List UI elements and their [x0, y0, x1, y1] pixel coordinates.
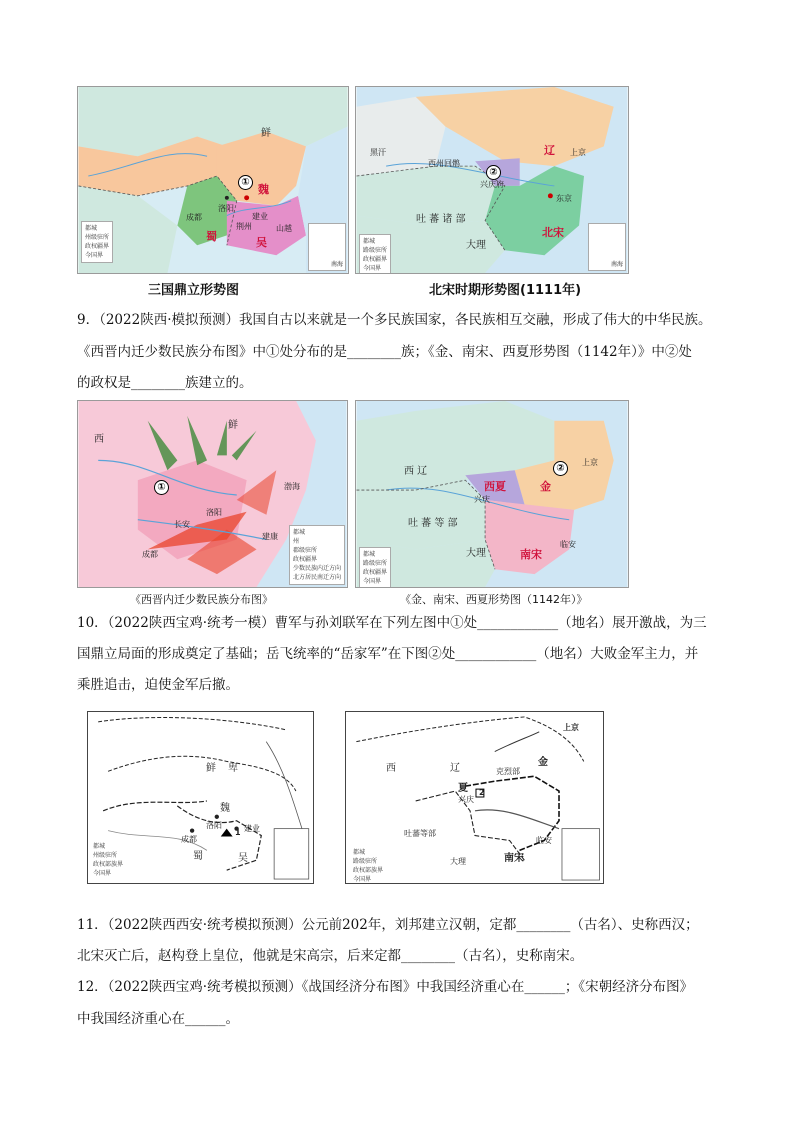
map6-label-jin: 金	[538, 757, 548, 768]
map6-label-marker-2: 2	[479, 788, 485, 797]
map6-label-dali: 大理	[450, 857, 466, 866]
map1-label-shanyue: 山越	[276, 224, 292, 233]
map1-label-jingzhou: 荆州	[236, 222, 252, 231]
map4-marker-2: ②	[553, 461, 568, 476]
map6-label-xia: 夏	[458, 783, 468, 794]
map3-marker-1: ①	[154, 480, 169, 495]
map2-label-beisong: 北宋	[542, 226, 564, 239]
map3-label-chengdu: 成都	[142, 550, 158, 559]
map4-legend-item: 今国界	[363, 578, 382, 585]
map3-legend-item: 政权疆界	[292, 556, 317, 563]
map5-label-bei: 卑	[228, 763, 238, 774]
map5-legend-item: 都城	[93, 843, 106, 850]
map-outline-jin-song	[345, 711, 604, 884]
map1-south-sea-inset	[308, 223, 346, 271]
map6-label-xi: 西	[386, 763, 396, 774]
map1-legend-item: 今国界	[85, 252, 104, 259]
map5-label-xianbei: 鲜	[206, 763, 216, 774]
map5-label-wu: 吴	[238, 853, 248, 864]
map6-label-xingqing: 兴庆	[458, 795, 474, 804]
map2-caption: 北宋时期形势图(1111年)	[429, 283, 582, 298]
map6-label-shangjing: 上京	[563, 723, 579, 732]
map5-legend-item: 州级驻所	[93, 852, 118, 859]
map-northern-song	[355, 86, 629, 274]
map5-label-marker-1: 1	[235, 828, 241, 837]
map6-label-linan: 临安	[536, 836, 552, 845]
map2-legend-item: 政权疆界	[363, 256, 388, 263]
map4-label-shangjing: 上京	[582, 458, 598, 467]
map6-label-nansong: 南宋	[504, 853, 524, 864]
map4-label-jin: 金	[540, 480, 551, 493]
map6-legend-item: 路级驻所	[353, 858, 378, 865]
map2-label-dongjing: 东京	[556, 194, 572, 203]
map3-label-xianbei: 鲜	[228, 420, 238, 431]
map4-caption: 《金、南宋、西夏形势图（1142年）》	[400, 593, 588, 606]
map2-legend-item: 今国界	[363, 265, 382, 272]
map2-label-liao: 辽	[544, 144, 555, 157]
map1-caption: 三国鼎立形势图	[148, 283, 240, 298]
question-12-line-1: 12．（2022陕西宝鸡·统考模拟预测）《战国经济分布图》中我国经济重心在______；《宋朝经济分布图》	[77, 979, 694, 995]
map-western-jin	[77, 400, 348, 588]
map1-legend-item: 政权疆界	[85, 243, 110, 250]
map3-caption: 《西晋内迁少数民族分布图》	[130, 593, 273, 606]
map2-inset-label: 南海	[610, 261, 623, 268]
map1-label-shu: 蜀	[206, 230, 217, 243]
map6-legend	[350, 846, 386, 884]
map3-label-bohai: 渤海	[284, 482, 300, 491]
question-11-line-1: 11．（2022陕西西安·统考模拟预测）公元前202年，刘邦建立汉朝，定都________（古名）、史称西汉；	[77, 917, 699, 933]
map-jin-song-xia-drawing	[356, 401, 628, 587]
map5-label-wei: 魏	[220, 803, 230, 814]
question-10-line-2: 国鼎立局面的形成奠定了基础；岳飞统率的“岳家军”在下图②处____________（地名）大败金军主力，并	[77, 646, 699, 662]
map2-label-shangjing: 上京	[570, 148, 586, 157]
map6-legend-item: 今国界	[353, 876, 372, 883]
map4-label-nansong: 南宋	[520, 548, 542, 561]
question-10-line-3: 乘胜追击，迫使金军后撤。	[77, 677, 239, 693]
map1-legend-item: 都城	[85, 225, 98, 232]
map2-south-sea-inset	[588, 223, 626, 271]
map4-legend-item: 都城	[363, 551, 376, 558]
map6-legend-item: 都城	[353, 849, 366, 856]
map6-label-liao: 辽	[450, 763, 460, 774]
map5-label-chengdu: 成都	[181, 835, 197, 844]
question-9-line-1: 9．（2022陕西·模拟预测）我国自古以来就是一个多民族国家，各民族相互交融，形成了伟大的中华民族。	[77, 312, 712, 328]
map5-legend-item: 政权部族界	[93, 861, 124, 868]
map4-legend	[359, 547, 391, 588]
map3-legend-item: 州	[292, 538, 299, 545]
map-outline-three-kingdoms	[87, 711, 314, 884]
map1-label-luoyang: 洛阳	[218, 204, 234, 213]
map3-legend-item: 都城	[292, 529, 305, 536]
map4-label-xixia: 西夏	[484, 480, 506, 493]
map4-label-linan: 临安	[560, 540, 576, 549]
map2-label-xiajing: 兴庆府	[480, 180, 504, 189]
map4-legend-item: 政权疆界	[363, 569, 388, 576]
map1-label-wu: 吴	[256, 236, 267, 249]
map3-legend-item: 北方居民南迁方向	[292, 574, 341, 581]
map4-label-xiliao: 西 辽	[404, 466, 428, 477]
map2-legend	[359, 234, 391, 274]
map3-legend-item: 少数民族内迁方向	[292, 565, 341, 572]
map4-label-dali: 大理	[466, 548, 486, 559]
map1-label-jiankang: 建业	[252, 212, 268, 221]
map1-legend	[81, 221, 113, 263]
map6-label-kelie: 克烈部	[496, 767, 520, 776]
map4-legend-item: 路级驻所	[363, 560, 388, 567]
map3-label-xi: 西	[94, 434, 104, 445]
question-9-line-3: 的政权是________族建立的。	[77, 375, 253, 391]
map6-legend-item: 政权部族界	[353, 867, 384, 874]
map3-label-luoyang: 洛阳	[206, 508, 222, 517]
map4-label-xingqing: 兴庆	[474, 495, 490, 504]
question-11-line-2: 北宋灭亡后，赵构登上皇位，他就是宋高宗，后来定都________（古名），史称南宋。	[77, 948, 584, 964]
map5-label-luoyang: 洛阳	[206, 821, 222, 830]
question-10-line-1: 10．（2022陕西宝鸡·统考一模）曹军与孙刘联军在下列左图中①处____________（地名）展开激战，为三	[77, 615, 707, 631]
map3-label-jianye: 建康	[262, 532, 278, 541]
map5-legend	[90, 840, 126, 880]
map-jin-song-xia	[355, 400, 629, 588]
map3-legend	[289, 525, 345, 585]
map2-label-dali: 大理	[466, 240, 486, 251]
map5-legend-item: 今国界	[93, 870, 112, 877]
map1-marker-1: ①	[238, 175, 253, 190]
map3-label-changan: 长安	[174, 520, 190, 529]
map5-label-shu: 蜀	[193, 851, 203, 862]
question-9-line-2: 《西晋内迁少数民族分布图》中①处分布的是________族；《金、南宋、西夏形势图（1142年）》中②处	[77, 344, 692, 360]
map6-label-tubo: 吐蕃等部	[404, 829, 436, 838]
map2-label-heilahan: 黑汗	[370, 148, 386, 157]
question-12-line-2: 中我国经济重心在______。	[77, 1011, 239, 1027]
map1-label-xianbei: 鲜	[261, 128, 271, 139]
map1-label-chengdu: 成都	[186, 213, 202, 222]
map3-legend-item: 郡级驻所	[292, 547, 317, 554]
map2-legend-item: 路级驻所	[363, 247, 388, 254]
map1-label-wei: 魏	[258, 183, 269, 196]
map1-legend-item: 州级驻所	[85, 234, 110, 241]
map-three-kingdoms	[77, 86, 349, 274]
map2-legend-item: 都城	[363, 238, 376, 245]
map4-label-tubo: 吐 蕃 等 部	[408, 518, 458, 529]
map1-inset-label: 南海	[330, 261, 343, 268]
map2-label-tubo: 吐 蕃 诸 部	[416, 214, 466, 225]
map5-label-jianye: 建业	[244, 824, 260, 833]
map2-marker-2: ②	[486, 165, 501, 180]
map2-label-xizhou: 西州回鹘	[428, 159, 460, 168]
